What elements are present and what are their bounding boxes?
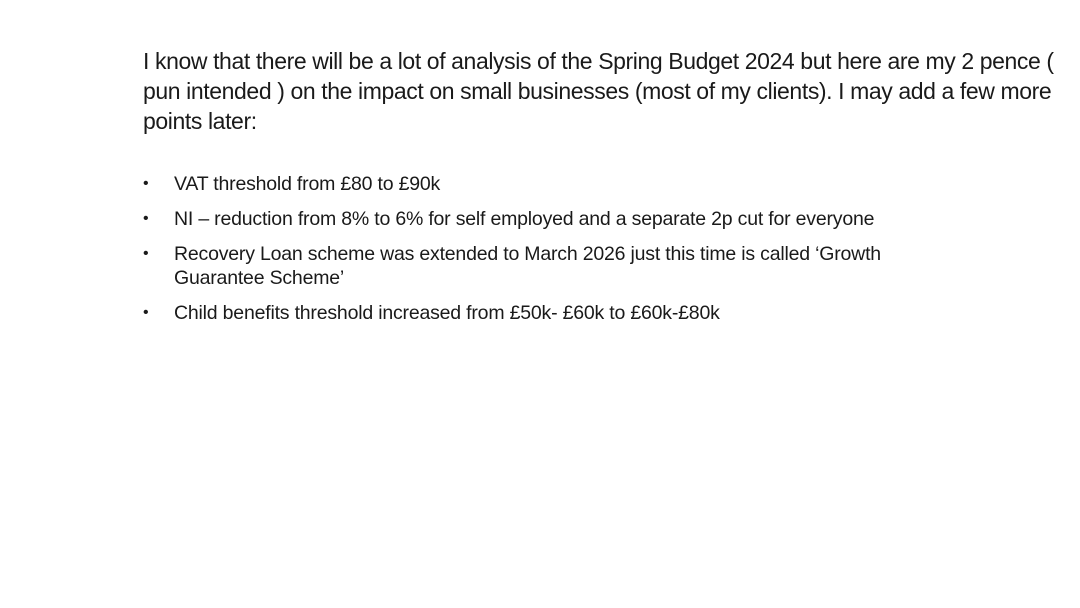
bullet-text: VAT threshold from £80 to £90k [174, 173, 441, 195]
bullet-item-vat [143, 172, 963, 196]
intro-paragraph: I know that there will be a lot of analysis of the Spring Budget 2024 but here are my 2 pence ( pun intended ) on the impact on small businesses (most of my clients). I may add a few more points later: [143, 48, 1054, 134]
bullet-icon: • [143, 304, 149, 321]
bullet-icon: • [143, 175, 149, 192]
bullet-icon: • [143, 245, 149, 262]
bullet-item-child-benefits [143, 301, 963, 325]
bullet-item-recovery-loan [143, 242, 963, 290]
bullet-list [143, 172, 963, 336]
bullet-text: Child benefits threshold increased from £50k- £60k to £60k-£80k [174, 302, 720, 324]
bullet-icon: • [143, 210, 149, 227]
bullet-text: Recovery Loan scheme was extended to March 2026 just this time is called ‘Growth Guarantee Scheme’ [174, 243, 881, 289]
bullet-text: NI – reduction from 8% to 6% for self employed and a separate 2p cut for everyone [174, 208, 875, 230]
bullet-item-ni [143, 207, 963, 231]
